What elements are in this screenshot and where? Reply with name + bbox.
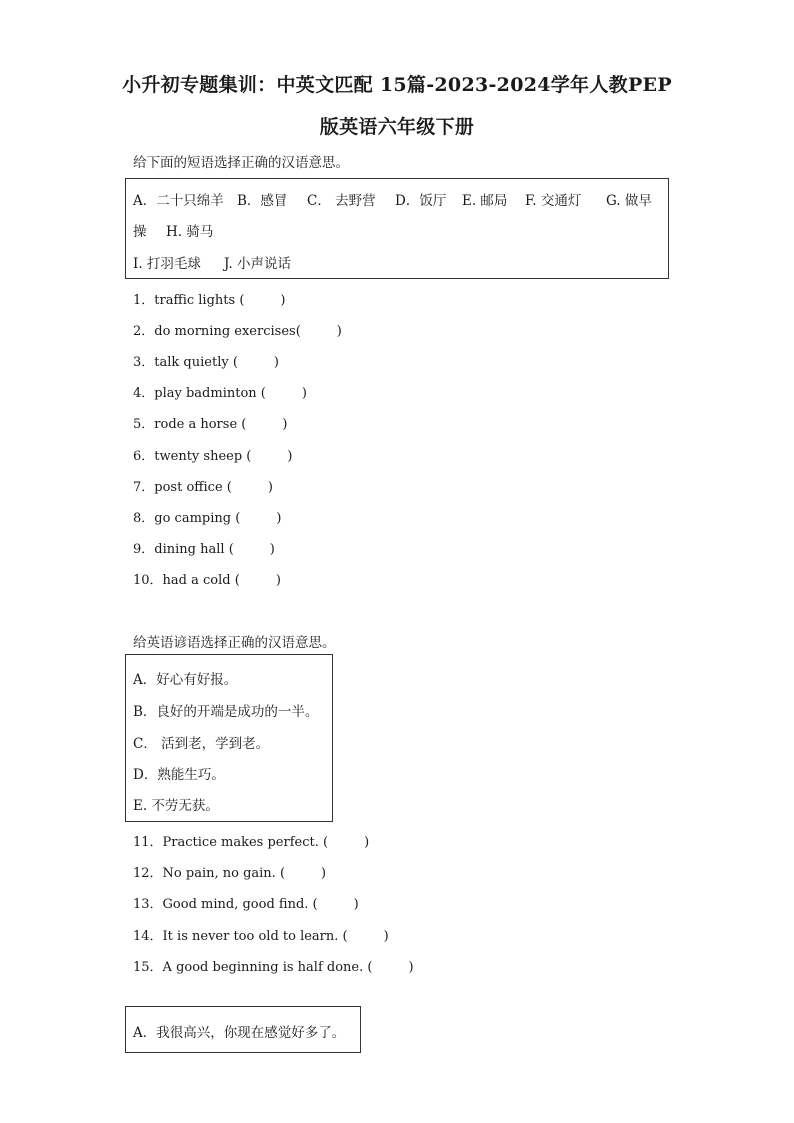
option-h: H. 骑马 (166, 224, 214, 240)
document-title-line1: 小升初专题集训：中英文匹配 15篇-2023-2024学年人教PEP (122, 74, 672, 96)
question-text: rode a horse ( (154, 417, 247, 432)
answer-blank-close: ) (276, 511, 282, 526)
question-text: No pain, no gain. ( (162, 866, 286, 881)
question-number: 14． (133, 929, 163, 944)
option-b: B．感冒 (237, 193, 288, 209)
question-text: It is never too old to learn. ( (162, 929, 348, 944)
answer-blank-close: ) (282, 417, 288, 432)
option-f: F. 交通灯 (525, 193, 582, 209)
proverb-option-d: D．熟能生巧。 (133, 767, 225, 783)
question-15 (133, 956, 414, 975)
option-g: G. 做早 (606, 193, 652, 209)
section2-instruction: 给英语谚语选择正确的汉语意思。 (133, 635, 336, 651)
question-text: dining hall ( (154, 542, 234, 557)
question-number: 4． (133, 386, 155, 401)
question-1 (133, 289, 285, 308)
section3-options-box (125, 1006, 361, 1053)
answer-blank-close: ) (269, 542, 275, 557)
option-d: D．饭厅 (395, 193, 447, 209)
question-12 (133, 862, 326, 881)
question-text: twenty sheep ( (154, 449, 252, 464)
answer-blank-close: ) (364, 835, 370, 850)
question-number: 9． (133, 542, 155, 557)
question-4 (133, 382, 307, 401)
answer-blank-close: ) (301, 386, 307, 401)
question-2 (133, 320, 342, 339)
question-text: go camping ( (154, 511, 241, 526)
proverb-option-b: B．良好的开端是成功的一半。 (133, 704, 319, 720)
question-text: play badminton ( (154, 386, 266, 401)
option-i: I. 打羽毛球 (133, 256, 201, 272)
option-j: J. 小声说话 (224, 256, 291, 272)
question-number: 2． (133, 324, 155, 339)
option-c: C． 去野营 (307, 193, 376, 209)
question-10 (133, 569, 281, 588)
section1-instruction: 给下面的短语选择正确的汉语意思。 (133, 155, 349, 171)
question-11 (133, 831, 369, 850)
proverb-option-c: C． 活到老，学到老。 (133, 736, 270, 752)
question-number: 5． (133, 417, 155, 432)
document-title-line2: 版英语六年级下册 (319, 116, 475, 138)
option-g-cont: 操 (133, 224, 147, 240)
answer-blank-close: ) (267, 480, 273, 495)
answer-blank-close: ) (280, 293, 286, 308)
question-number: 7． (133, 480, 155, 495)
proverb-option-a: A．好心有好报。 (133, 672, 238, 688)
question-text: do morning exercises( (154, 324, 301, 339)
question-number: 15． (133, 960, 163, 975)
answer-blank-close: ) (336, 324, 342, 339)
question-9 (133, 538, 275, 557)
question-text: A good beginning is half done. ( (162, 960, 373, 975)
question-8 (133, 507, 281, 526)
question-number: 1． (133, 293, 155, 308)
question-6 (133, 445, 292, 464)
question-text: traffic lights ( (154, 293, 245, 308)
question-3 (133, 351, 279, 370)
question-number: 6． (133, 449, 155, 464)
answer-blank-close: ) (273, 355, 279, 370)
question-number: 8． (133, 511, 155, 526)
answer-blank-close: ) (408, 960, 414, 975)
question-text: had a cold ( (162, 573, 240, 588)
question-14 (133, 925, 389, 944)
question-number: 10． (133, 573, 163, 588)
dialogue-option-a: A．我很高兴，你现在感觉好多了。 (133, 1025, 346, 1041)
question-13 (133, 893, 359, 912)
question-text: post office ( (154, 480, 232, 495)
proverb-option-e: E. 不劳无获。 (133, 798, 219, 814)
answer-blank-close: ) (383, 929, 389, 944)
section1-options-box (125, 178, 669, 279)
answer-blank-close: ) (321, 866, 327, 881)
answer-blank-close: ) (353, 897, 359, 912)
question-number: 13． (133, 897, 163, 912)
question-number: 11． (133, 835, 163, 850)
answer-blank-close: ) (287, 449, 293, 464)
answer-blank-close: ) (275, 573, 281, 588)
question-number: 3． (133, 355, 155, 370)
question-5 (133, 413, 287, 432)
question-number: 12． (133, 866, 163, 881)
option-a: A．二十只绵羊 (133, 193, 224, 209)
question-text: talk quietly ( (154, 355, 238, 370)
question-text: Good mind, good find. ( (162, 897, 318, 912)
section2-options-box (125, 654, 333, 822)
question-7 (133, 476, 273, 495)
question-text: Practice makes perfect. ( (162, 835, 329, 850)
option-e: E. 邮局 (462, 193, 508, 209)
